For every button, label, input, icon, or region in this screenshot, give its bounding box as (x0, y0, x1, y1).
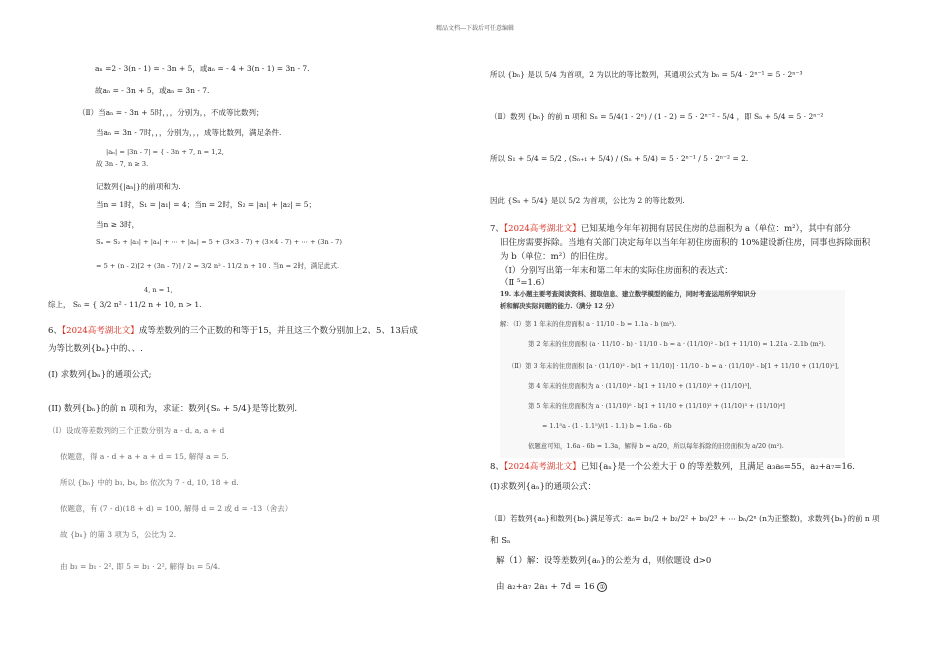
scan-line: = 1.1⁵a - (1 - 1.1⁵)/(1 - 1.1) b = 1.6a - 6b (542, 422, 672, 430)
scan-line: 析和解决实际问题的能力.（满分 12 分） (500, 302, 618, 310)
question-part: (I) 求数列{bₙ}的通项公式; (48, 370, 152, 380)
solution-line: （Ⅱ）当aₙ = - 3n + 5时，，，分别为，，不成等比数列； (78, 108, 264, 117)
piecewise-line: 4, n = 1, (144, 286, 173, 294)
question-part: （Ⅰ）分别写出第一年末和第二年末的实际住房面积的表达式： (500, 266, 733, 276)
solution-line (496, 582, 607, 593)
page-header: 精品文档---下载后可任意编辑 (435, 25, 515, 32)
solution-line: 当n ≥ 3时， (96, 220, 140, 229)
solution-line: 当aₙ = 3n - 7时，，，分别为，，，成等比数列，满足条件. (96, 128, 282, 137)
solution-line: 当n = 1时，S₁ = |a₁| = 4；当n = 2时，S₂ = |a₁| + |a₂| = 5； (96, 200, 316, 209)
question-7 (490, 224, 851, 235)
scan-line: 第 2 年末的住房面积 (a · 11/10 - b) · 11/10 - b = a · (11/10)² - b(1 + 11/10) = 1.21a - 2.1b (m²). (528, 340, 826, 348)
question-text: 已知{aₙ}是一个公差大于 0 的等差数列，且满足 a₃a₆=55，a₂+a₇=16. (580, 462, 855, 472)
question-text: 旧住房需要拆除。当地有关部门决定每年以当年年初住房面积的 10%建设新住房，同事也拆除面积 (500, 238, 871, 248)
question-text: 已知某地今年年初拥有居民住房的总面积为 a（单位：m²），其中有部分 (580, 224, 851, 234)
equation: 由 a₂+a₇ 2a₁ + 7d = 16 (496, 582, 595, 592)
solution-line: （Ⅱ）数列 {bₙ} 的前 n 项和 Sₙ = 5/4(1 - 2ⁿ) / (1 - 2) = 5 · 2ⁿ⁻² - 5/4 ，即 Sₙ + 5/4 = 5 · 2ⁿ⁻² (490, 112, 824, 121)
question-6 (48, 326, 418, 337)
formula-line: = 5 + (n - 2)[2 + (3n - 7)] / 2 = 3/2 n² - 11/2 n + 10 . 当n = 2时，满足此式. (96, 262, 340, 270)
solution-line: （Ⅰ）设成等差数列的三个正数分别为 a - d, a, a + d (48, 426, 225, 435)
source-tag: 【2024高考湖北文】 (503, 224, 581, 234)
scan-line: 第 4 年末的住房面积为 a · (11/10)⁴ - b[1 + 11/10 + (11/10)² + (11/10)³], (528, 382, 752, 390)
question-part: （Ⅱ）若数列{aₙ}和数列{bₙ}满足等式：aₙ= b₁/2 + b₂/2² + b₃/2³ + ⋯ bₙ/2ⁿ (n为正整数)，求数列{bₙ}的前 n 项 (490, 514, 880, 523)
question-part: 和 Sₙ (490, 536, 511, 546)
question-8 (490, 462, 855, 473)
scanned-solution (500, 290, 845, 458)
question-number: 7、 (490, 224, 504, 234)
solution-line: 所以 {bₙ} 是以 5/4 为首项，2 为以比的等比数列，其通项公式为 bₙ = 5/4 · 2ⁿ⁻¹ = 5 · 2ⁿ⁻³ (490, 70, 803, 79)
question-number: 8、 (490, 462, 504, 472)
question-part: (I)求数列{aₙ}的通项公式： (490, 482, 597, 492)
scan-line: 依题意可知，1.6a - 6b = 1.3a，解得 b = a/20，所以每年拆除的旧房面积为 a/20 (m²). (528, 442, 784, 450)
scan-line: （Ⅱ）第 3 年末的住房面积 [a · (11/10)² - b(1 + 11/10)] · 11/10 - b = a · (11/10)³ - b[1 + 11/10 + (11/10)²], (508, 362, 840, 370)
solution-line: 故 {bₙ} 的第 3 项为 5，公比为 2. (60, 530, 177, 539)
question-text: 成等差数列的三个正数的和等于15，并且这三个数分别加上2、5、13后成 (138, 326, 418, 336)
circled-one-icon: ① (597, 582, 607, 592)
solution-line: 所以 S₁ + 5/4 = 5/2 , (Sₙ₊₁ + 5/4) / (Sₙ + 5/4) = 5 · 2ⁿ⁻¹ / 5 · 2ⁿ⁻² = 2. (490, 154, 749, 163)
piecewise-line: |aₙ| = |3n - 7| = { - 3n + 7, n = 1,2, (106, 148, 224, 156)
source-tag: 【2024高考湖北文】 (61, 326, 139, 336)
question-part: (II) 数列{bₙ}的前 n 项和为，求证：数列{Sₙ + 5/4}是等比数列. (48, 404, 298, 414)
source-tag: 【2024高考湖北文】 (503, 462, 581, 472)
formula-line: Sₙ = S₂ + |a₃| + |a₄| + ⋯ + |aₙ| = 5 + (3×3 - 7) + (3×4 - 7) + ⋯ + (3n - 7) (96, 238, 342, 246)
solution-line: 故aₙ = - 3n + 5，或aₙ = 3n - 7. (95, 86, 210, 95)
solution-line: 记数列{|aₙ|}的前项和为. (96, 182, 181, 191)
scan-line: 第 5 年末的住房面积为 a · (11/10)⁵ - b[1 + 11/10 + (11/10)² + (11/10)³ + (11/10)⁴] (528, 402, 785, 410)
scan-line: 解：（Ⅰ）第 1 年末的住房面积 a · 11/10 - b = 1.1a - b (m²). (500, 320, 677, 328)
scan-line: 19. 本小题主要考查阅读资料、提取信息、建立数学模型的能力，同时考查运用所学知识分 (500, 290, 757, 298)
solution-line: aₙ =2 - 3(n - 1) = - 3n + 5，或aₙ = - 4 + 3(n - 1) = 3n - 7. (95, 64, 310, 73)
piecewise-line: 综上， Sₙ = { 3/2 n² - 11/2 n + 10, n > 1. (48, 300, 202, 309)
question-number: 6、 (48, 326, 62, 336)
solution-line: 所以 {bₙ} 中的 b₃, b₄, b₅ 依次为 7 - d, 10, 18 + d. (60, 478, 239, 487)
solution-line: 解（1）解：设等差数列{aₙ}的公差为 d，则依题设 d>0 (496, 556, 712, 566)
solution-line: 由 b₃ = b₁ · 2², 即 5 = b₁ · 2², 解得 b₁ = 5/4. (60, 562, 221, 571)
solution-line: 依题意，有 (7 - d)(18 + d) = 100, 解得 d = 2 或 d = -13（舍去） (60, 504, 293, 513)
question-text: 为 b（单位：m²）的旧住房。 (500, 252, 614, 262)
question-part: （Ⅱ ⁵=1.6） (500, 278, 550, 288)
solution-line: 依题意，得 a - d + a + a + d = 15, 解得 a = 5. (60, 452, 229, 461)
solution-line: 因此 {Sₙ + 5/4} 是以 5/2 为首项，公比为 2 的等比数列. (490, 196, 685, 205)
question-text: 为等比数列{bₙ}中的、、. (48, 344, 143, 354)
piecewise-line: 故 3n - 7, n ≥ 3. (96, 160, 149, 168)
